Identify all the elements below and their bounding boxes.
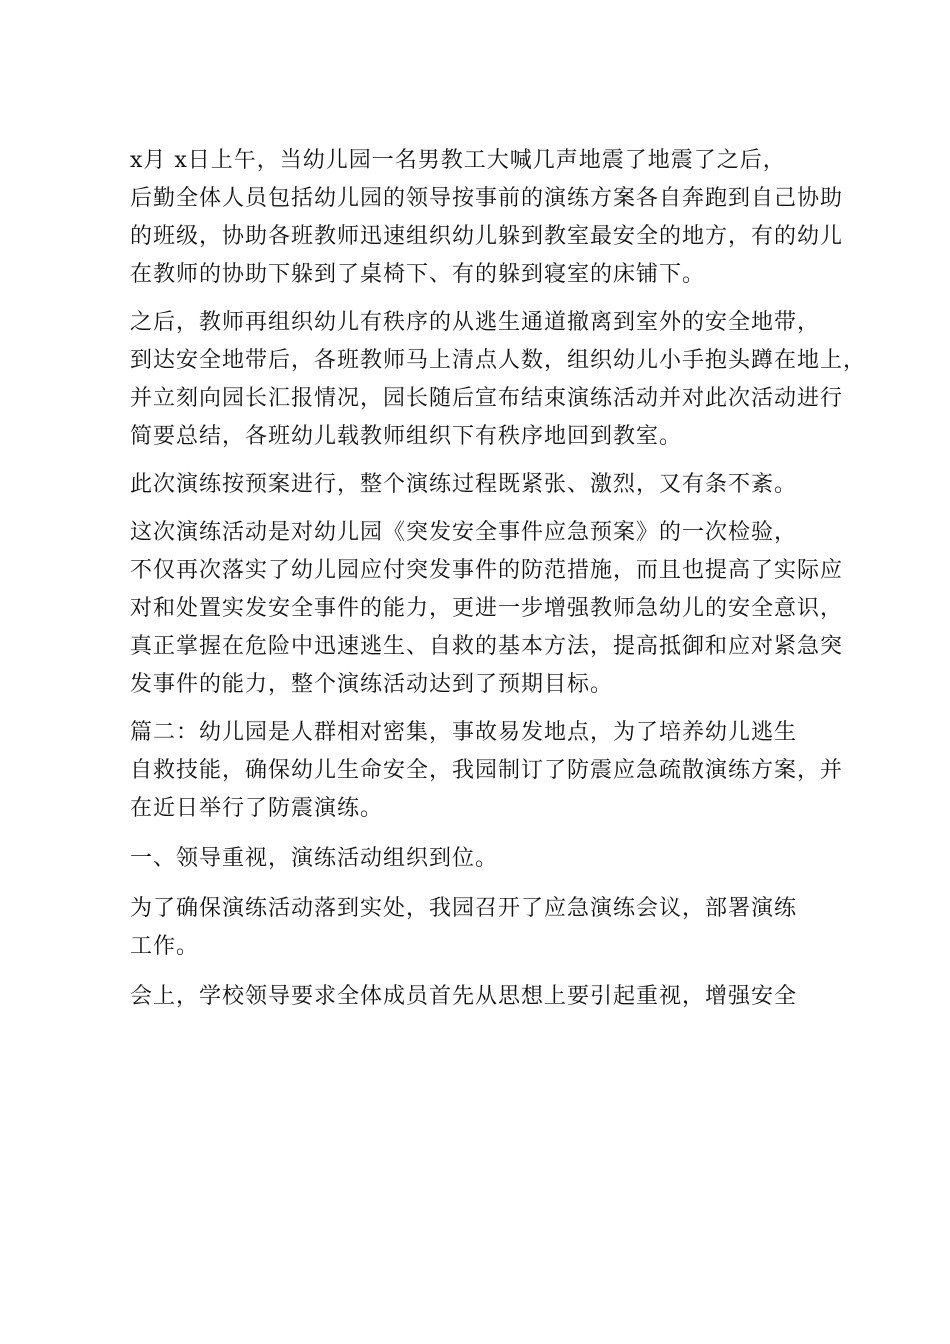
text-line: 简要总结，各班幼儿载教师组织下有秩序地回到教室。 — [130, 424, 683, 449]
paragraph-drill-start — [130, 142, 844, 294]
text-line: 到达安全地带后，各班教师马上清点人数，组织幼儿小手抱头蹲在地上， — [130, 348, 867, 373]
text-line: 的班级，协助各班教师迅速组织幼儿躲到教室最安全的地方，有的幼儿 — [130, 224, 844, 249]
text-line: 不仅再次落实了幼儿园应付突发事件的防范措施，而且也提高了实际应 — [130, 558, 844, 583]
text-line: 对和处置实发安全事件的能力，更进一步增强教师急幼儿的安全意识， — [130, 596, 844, 621]
paragraph-meeting — [130, 890, 830, 966]
text-line: 真正掌握在危险中迅速逃生、自救的基本方法，提高抵御和应对紧急突 — [130, 634, 844, 659]
document-body — [130, 142, 867, 1016]
text-line: 之后，教师再组织幼儿有秩序的从逃生通道撤离到室外的安全地带， — [130, 310, 821, 335]
paragraph-drill-evaluation — [130, 514, 844, 704]
text-line: 篇二：幼儿园是人群相对密集，事故易发地点，为了培养幼儿逃生 — [130, 720, 798, 745]
text-line: 一、领导重视，演练活动组织到位。 — [130, 846, 499, 871]
text-line: 工作。 — [130, 934, 200, 959]
paragraph-evacuation — [130, 304, 867, 456]
text-line: 这次演练活动是对幼儿园《突发安全事件应急预案》的一次检验， — [130, 520, 798, 545]
text-line: 并立刻向园长汇报情况，园长随后宣布结束演练活动并对此次活动进行 — [130, 386, 844, 411]
paragraph-drill-summary — [130, 466, 830, 504]
section-heading-leadership — [130, 840, 830, 878]
text-line: 为了确保演练活动落到实处，我园召开了应急演练会议，部署演练 — [130, 896, 798, 921]
text-line: 后勤全体人员包括幼儿园的领导按事前的演练方案各自奔跑到自己协助 — [130, 186, 844, 211]
paragraph-part-two — [130, 714, 844, 828]
text-line: 会上，学校领导要求全体成员首先从思想上要引起重视，增强安全 — [130, 984, 798, 1009]
text-line: 在近日举行了防震演练。 — [130, 796, 384, 821]
text-line: 自救技能，确保幼儿生命安全，我园制订了防震应急疏散演练方案，并 — [130, 758, 844, 783]
paragraph-meeting-requirements — [130, 978, 830, 1016]
text-line: 此次演练按预案进行，整个演练过程既紧张、激烈，又有条不紊。 — [130, 472, 798, 497]
text-line: 在教师的协助下躲到了桌椅下、有的躲到寝室的床铺下。 — [130, 262, 706, 287]
text-line: x月 x日上午，当幼儿园一名男教工大喊几声地震了地震了之后， — [130, 148, 786, 173]
text-line: 发事件的能力，整个演练活动达到了预期目标。 — [130, 672, 614, 697]
